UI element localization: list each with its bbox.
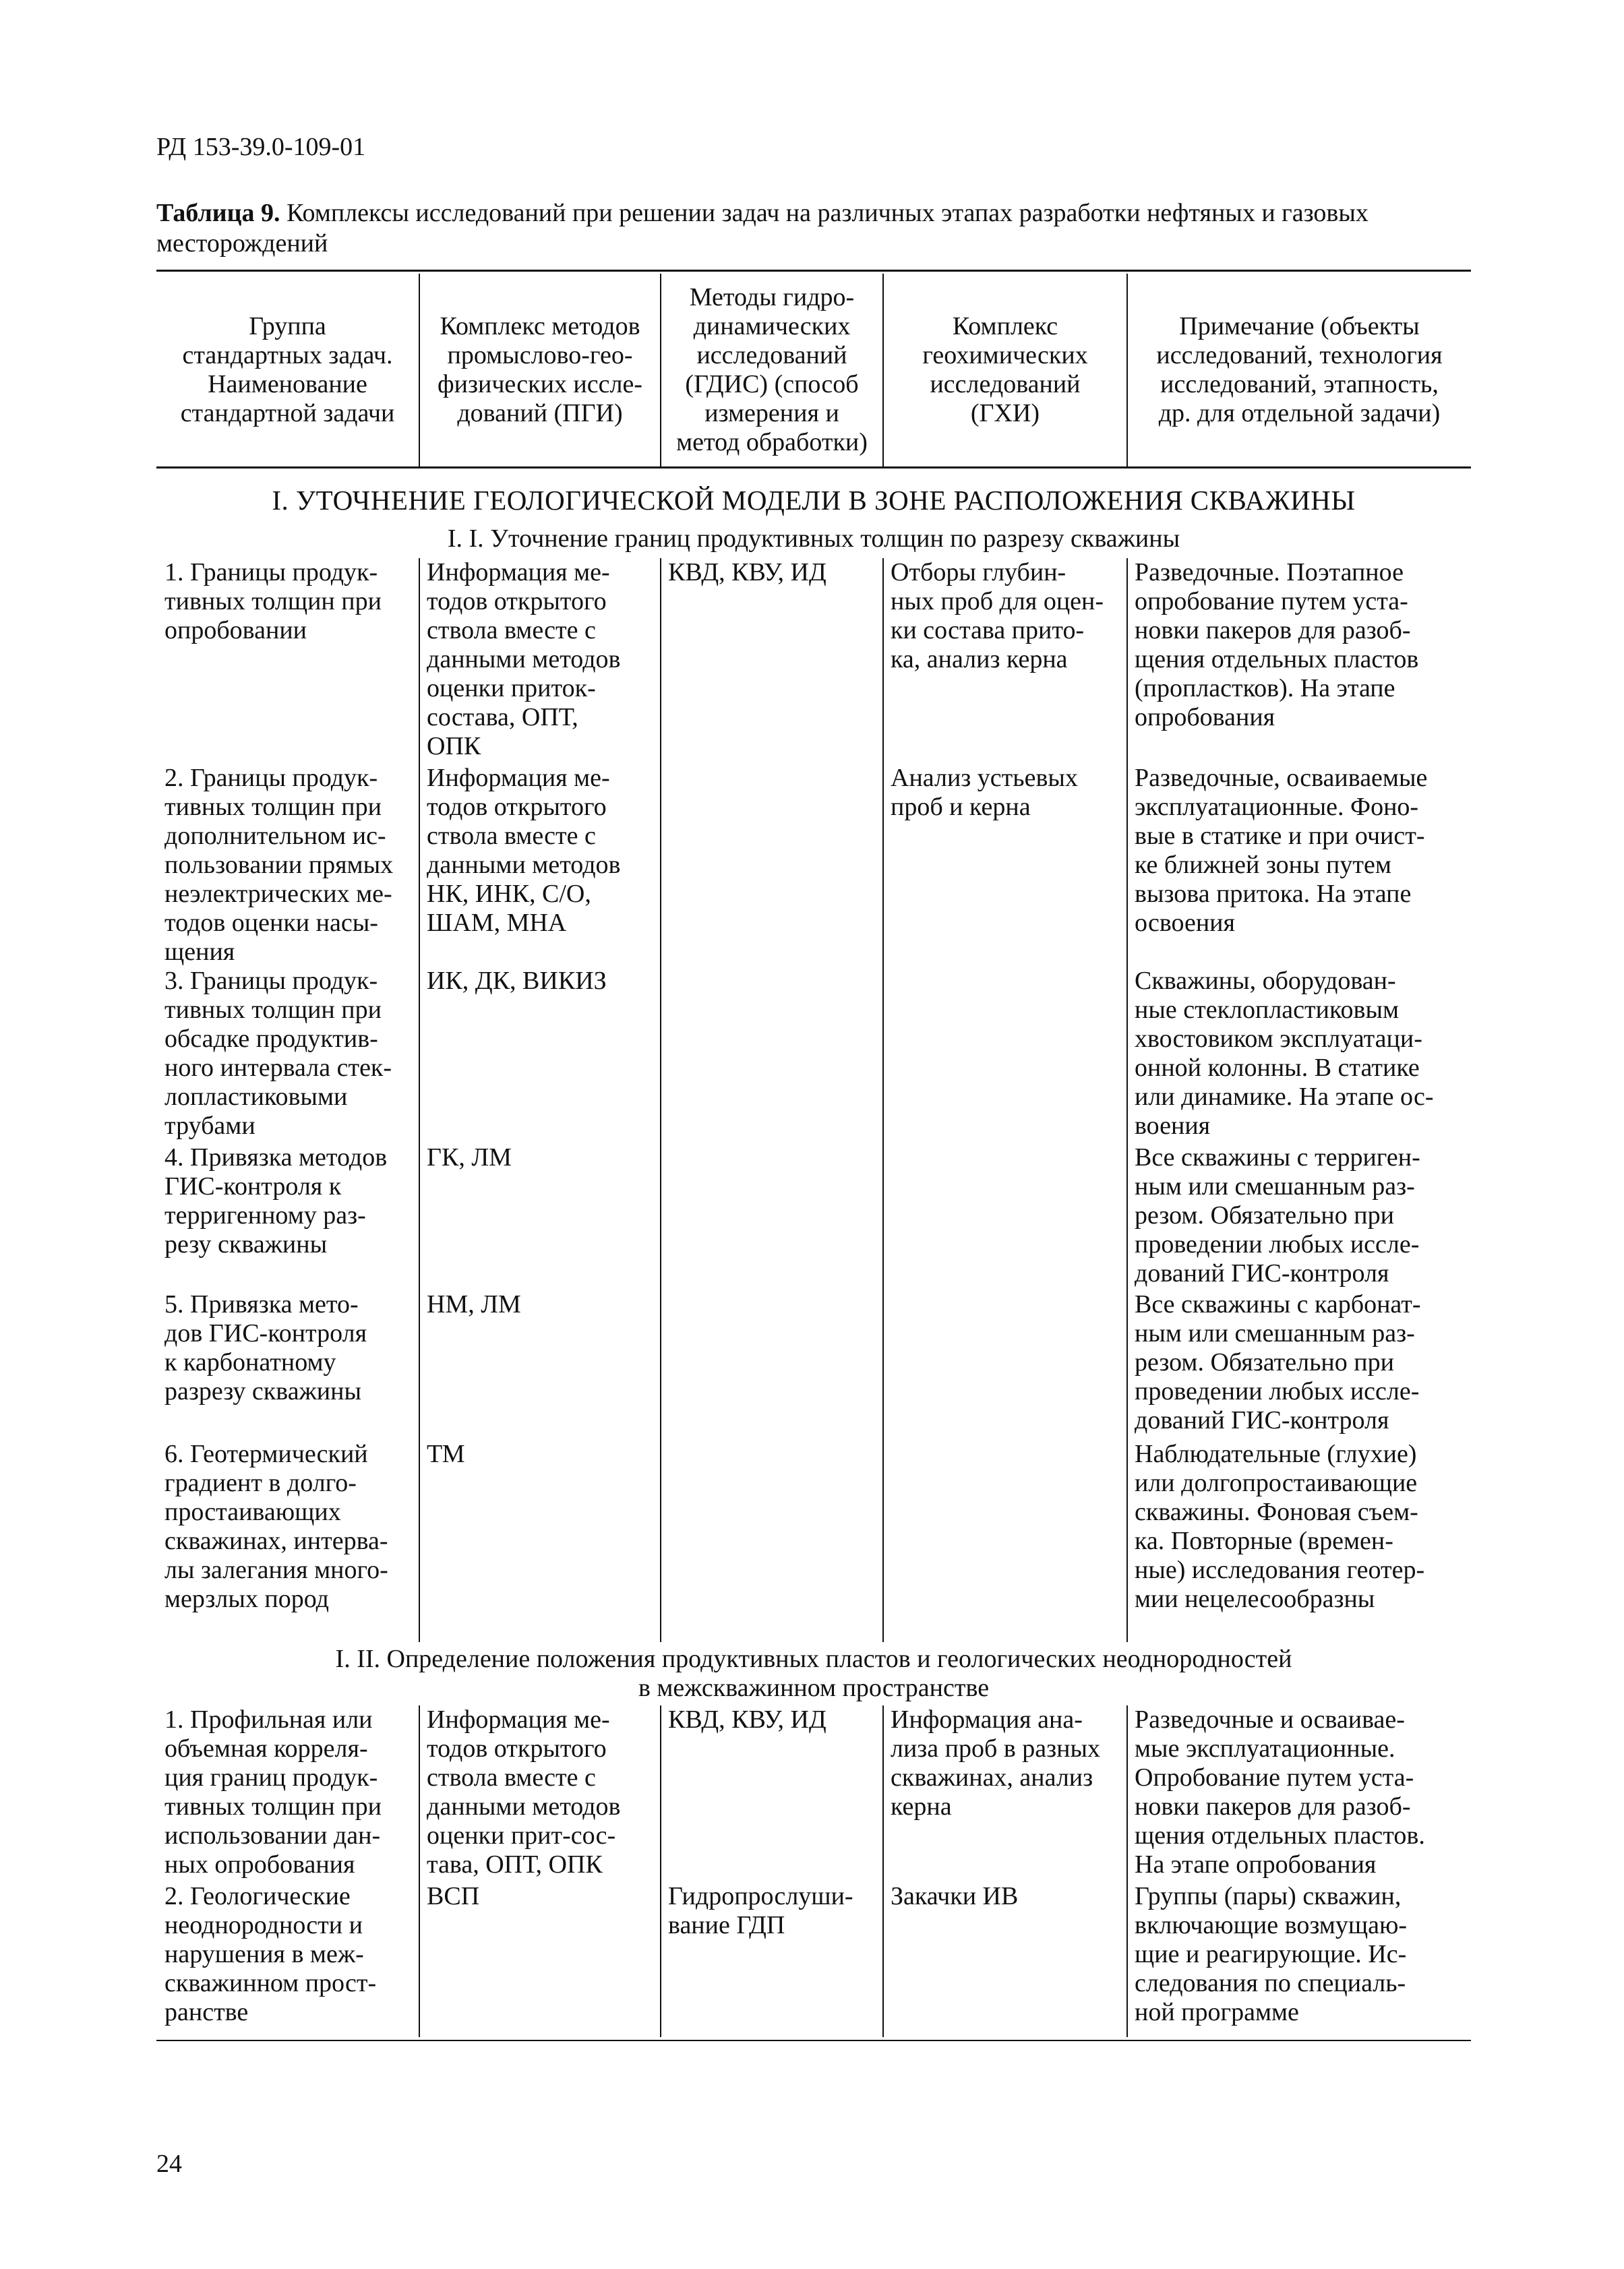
table-cell <box>661 764 883 967</box>
table-cell <box>661 1290 883 1440</box>
table-row <box>156 1290 1471 1440</box>
table-cell: КВД, КВУ, ИД <box>661 1705 883 1882</box>
table-cell: Разведочные, осваиваемые эксплуатационные. Фоно- вые в статике и при очист- ке ближней зоны путем вызова притока. На этапе освоения <box>1127 764 1471 967</box>
page-number: 24 <box>156 2150 182 2178</box>
table-cell <box>883 967 1127 1143</box>
table-row <box>156 764 1471 967</box>
table-cell: Скважины, оборудован- ные стеклопластиковым хвостовиком эксплуатаци- онной колонны. В статике или динамике. На этапе ос- воения <box>1127 967 1471 1143</box>
table-header <box>156 274 1471 466</box>
table-body-part1 <box>156 558 1471 1642</box>
table-cell: Все скважины с карбонат- ным или смешанным раз- резом. Обязательно при проведении любых иссле- дований ГИС-контроля <box>1127 1290 1471 1440</box>
header-cell: Комплекс методов промыслово-гео- физических иссле- дований (ПГИ) <box>419 274 661 466</box>
table-row <box>156 1705 1471 1882</box>
table-row <box>156 1882 1471 2037</box>
table-cell: Закачки ИВ <box>883 1882 1127 2037</box>
table-cell: Информация ана- лиза проб в разных скважинах, анализ керна <box>883 1705 1127 1882</box>
table-cell: Информация ме- тодов открытого ствола вместе с данными методов НК, ИНК, С/О, ШАМ, МНА <box>419 764 661 967</box>
table-cell: ТМ <box>419 1440 661 1642</box>
table-cell: Группы (пары) скважин, включающие возмущаю- щие и реагирующие. Ис- следования по специаль- ной программе <box>1127 1882 1471 2037</box>
header-bottom-rule <box>156 466 1471 468</box>
table-cell: Информация ме- тодов открытого ствола вместе с данными методов оценки приток- состава, ОПТ, ОПК <box>419 558 661 764</box>
subsection-title: I. I. Уточнение границ продуктивных толщин по разрезу скважины <box>447 524 1180 553</box>
table-body-part2 <box>156 1705 1471 2037</box>
table-cell: 5. Привязка мето- дов ГИС-контроля к карбонатному разрезу скважины <box>164 1290 367 1405</box>
subsection-title: I. II. Определение положения продуктивных пластов и геологических неоднородностей в межскважинном пространстве <box>335 1645 1292 1702</box>
document-code: РД 153-39.0-109-01 <box>156 133 366 161</box>
table-row <box>156 558 1471 764</box>
header-top-rule <box>156 270 1471 272</box>
table-cell <box>883 1290 1127 1440</box>
table-cell: 1. Профильная или объемная корреля- ция границ продук- тивных толщин при использовании дан- ных опробования <box>164 1705 382 1879</box>
table-cell <box>661 967 883 1143</box>
table-cell: Анализ устьевых проб и керна <box>883 764 1127 967</box>
header-cell: Методы гидро- динамических исследований (ГДИС) (способ измерения и метод обработки) <box>661 274 883 466</box>
table-caption-text: Комплексы исследований при решении задач на различных этапах разработки нефтяных и газовых месторождений <box>156 199 1369 258</box>
table-bottom-rule <box>156 2040 1471 2041</box>
table-cell: КВД, КВУ, ИД <box>661 558 883 764</box>
table-cell: 2. Границы продук- тивных толщин при дополнительном ис- пользовании прямых неэлектрических ме- тодов оценки насы- щения <box>164 764 394 966</box>
table-cell: 4. Привязка методов ГИС-контроля к терригенному раз- резу скважины <box>164 1143 388 1259</box>
table-cell: 1. Границы продук- тивных толщин при опробовании <box>164 558 382 644</box>
header-cell: Комплекс геохимических исследований (ГХИ) <box>883 274 1127 466</box>
table-cell: Информация ме- тодов открытого ствола вместе с данными методов оценки прит-сос- тава, ОПТ, ОПК <box>419 1705 661 1882</box>
table-cell: ВСП <box>419 1882 661 2037</box>
table-cell: ИК, ДК, ВИКИЗ <box>419 967 661 1143</box>
section-title: I. УТОЧНЕНИЕ ГЕОЛОГИЧЕСКОЙ МОДЕЛИ В ЗОНЕ РАСПОЛОЖЕНИЯ СКВАЖИНЫ <box>272 485 1356 516</box>
table-cell: 2. Геологические неоднородности и нарушения в меж- скважинном прост- ранстве <box>164 1882 377 2026</box>
table-label: Таблица 9. <box>156 199 280 227</box>
table-cell: Все скважины с терриген- ным или смешанным раз- резом. Обязательно при проведении любых иссле- дований ГИС-контроля <box>1127 1143 1471 1290</box>
table-cell: НМ, ЛМ <box>419 1290 661 1440</box>
header-cell: Группа стандартных задач. Наименование стандартной задачи <box>180 312 395 427</box>
table-cell <box>661 1143 883 1290</box>
table-cell: Разведочные. Поэтапное опробование путем уста- новки пакеров для разоб- щения отдельных пластов (пропластков). На этапе опробования <box>1127 558 1471 764</box>
table-cell: 3. Границы продук- тивных толщин при обсадке продуктив- ного интервала стек- лопластиковыми трубами <box>164 967 392 1140</box>
table-row <box>156 1440 1471 1642</box>
table-cell: Отборы глубин- ных проб для оцен- ки состава прито- ка, анализ керна <box>883 558 1127 764</box>
table-row <box>156 1143 1471 1290</box>
table-cell: 6. Геотермический градиент в долго- простаивающих скважинах, интерва- лы залегания много- мерзлых пород <box>164 1440 388 1613</box>
table-cell: ГК, ЛМ <box>419 1143 661 1290</box>
table-cell <box>661 1440 883 1642</box>
header-cell: Примечание (объекты исследований, технология исследований, этапность, др. для отдельной задачи) <box>1127 274 1471 466</box>
table-cell: Разведочные и осваивае- мые эксплуатационные. Опробование путем уста- новки пакеров для разоб- щения отдельных пластов. На этапе опробования <box>1127 1705 1471 1882</box>
table-cell <box>883 1143 1127 1290</box>
table-cell: Наблюдательные (глухие) или долгопростаивающие скважины. Фоновая съем- ка. Повторные (времен- ные) исследования геотер- мии нецелесообразны <box>1127 1440 1471 1642</box>
table-cell <box>883 1440 1127 1642</box>
table-row <box>156 967 1471 1143</box>
table-cell: Гидропрослуши- вание ГДП <box>661 1882 883 2037</box>
table-caption <box>156 198 1471 259</box>
